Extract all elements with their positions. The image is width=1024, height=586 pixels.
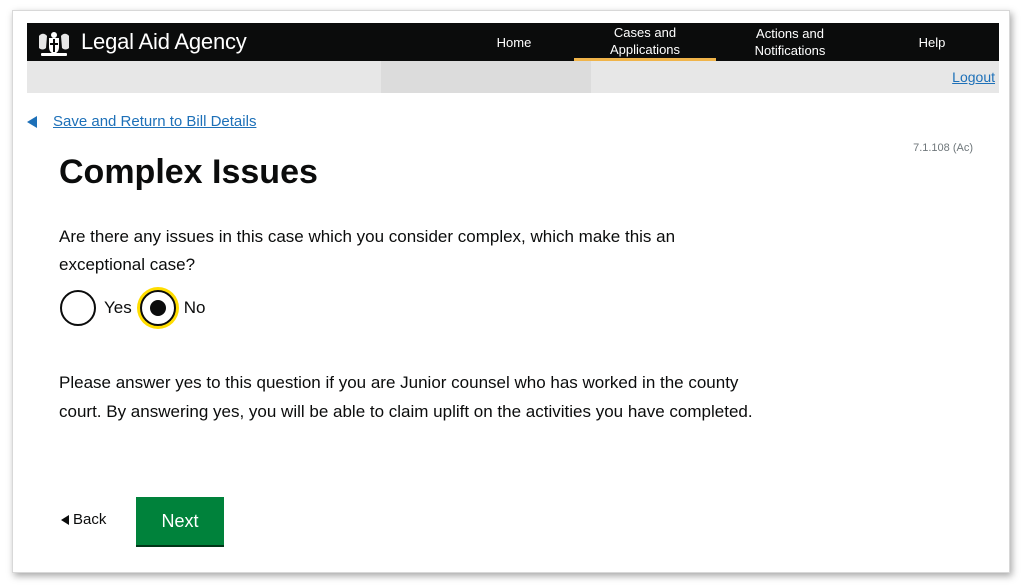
nav-item-help[interactable] <box>887 23 977 61</box>
radio-no-circle[interactable] <box>140 290 176 326</box>
radio-yes-label: Yes <box>104 298 132 317</box>
sub-header-segment <box>381 61 591 93</box>
save-and-return-link[interactable] <box>27 113 256 130</box>
nav-label: Home <box>496 34 532 50</box>
radio-yes-circle[interactable] <box>60 290 96 326</box>
radio-yes[interactable] <box>60 290 132 326</box>
logout-link[interactable]: Logout <box>952 69 995 85</box>
question-text: Are there any issues in this case which you consider complex, which make this an exceptional case? <box>59 227 676 274</box>
app-window <box>12 10 1010 573</box>
royal-coat-of-arms-icon <box>35 26 73 58</box>
brand[interactable] <box>35 26 247 58</box>
save-and-return-label: Save and Return to Bill Details <box>53 113 257 130</box>
radio-selected-dot <box>150 300 166 316</box>
page-title: Complex Issues <box>59 153 318 191</box>
back-label: Back <box>73 511 107 528</box>
nav-label: Cases and Applications <box>609 24 681 57</box>
nav-label: Help <box>918 34 946 50</box>
complex-issues-radio-group <box>60 290 205 326</box>
brand-name: Legal Aid Agency <box>81 29 247 54</box>
back-arrow-icon <box>27 116 37 128</box>
nav-item-cases-and-applications[interactable] <box>574 23 716 61</box>
back-link[interactable] <box>61 511 106 528</box>
radio-no-label: No <box>183 298 206 317</box>
sub-header-bar <box>27 61 999 93</box>
next-button[interactable]: Next <box>136 497 224 545</box>
hint-text: Please answer yes to this question if you are Junior counsel who has worked in the county court. By answering yes, you will be able to claim uplift on the activities you have completed. <box>59 373 753 421</box>
nav-item-actions-and-notifications[interactable] <box>720 23 860 61</box>
back-arrow-icon <box>61 515 69 525</box>
header-bar <box>27 23 999 61</box>
radio-no[interactable] <box>140 290 206 326</box>
nav-label: Actions and Notifications <box>754 26 826 58</box>
version-label: 7.1.108 (Ac) <box>913 142 973 154</box>
nav-item-home[interactable] <box>459 23 569 61</box>
